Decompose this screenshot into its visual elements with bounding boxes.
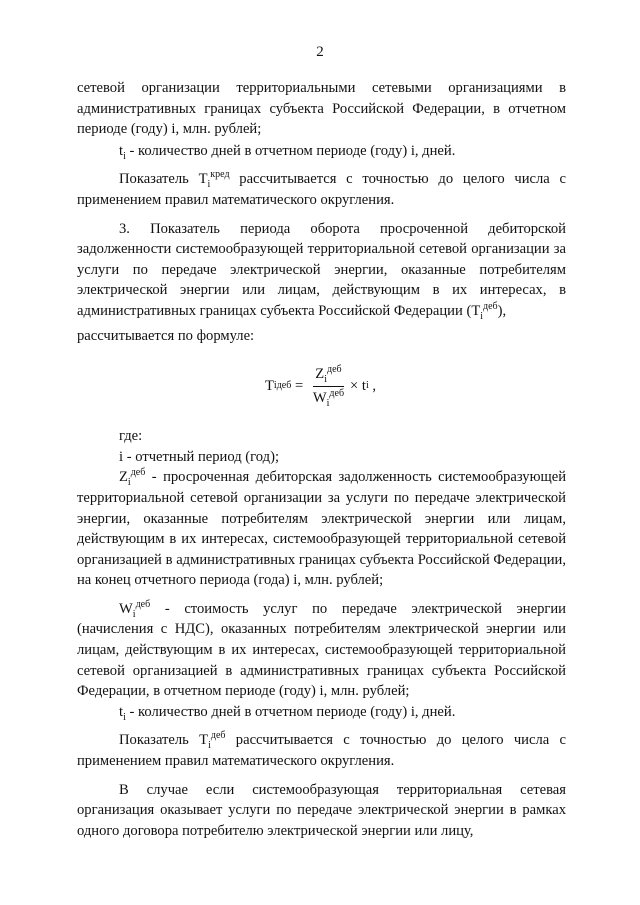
var-t: t — [119, 703, 124, 720]
var-T: T — [471, 302, 481, 319]
text: - количество дней в отчетном периоде (году) i, дней. — [125, 703, 456, 720]
var-sup-kred: кред — [210, 169, 230, 181]
formula-denominator — [311, 387, 346, 409]
den-sup: деб — [329, 387, 345, 399]
var-sub: i — [127, 477, 131, 489]
formula-tail: , — [368, 377, 377, 394]
var-t-sub: i — [123, 711, 126, 723]
definition-t-2 — [77, 702, 566, 723]
var-T: T — [199, 732, 209, 749]
text: В случае если системообразующая территориальная сетевая организация оказывает услуги по передаче электрической энергии в рамках одного договора потребителю электрической энергии или лицу, — [77, 781, 566, 839]
paragraph-continuation — [77, 78, 566, 140]
formula-numerator — [313, 364, 343, 387]
document-body — [77, 78, 566, 841]
formula-times-t: × t — [350, 377, 366, 394]
num-sup: деб — [326, 364, 342, 376]
paragraph-indicator-deb — [77, 730, 566, 771]
var-sup-deb: деб — [210, 730, 226, 742]
definition-text: - количество дней в отчетном периоде (году) i, дней. — [125, 142, 456, 159]
formula-equals: = — [291, 377, 307, 394]
text: - стоимость услуг по передаче электрической энергии (начисления с НДС), оказанных потребителям электрической энергии или лицам, действующим в их интересах, системообразующей территориальной сетевой организацией в административных границах субъекта Российской Федерации, в отчетном периоде (году) i, млн. рублей; — [77, 600, 566, 700]
paragraph-indicator-kred — [77, 169, 566, 210]
paragraph-3 — [77, 219, 566, 322]
var-sub: i — [480, 310, 484, 322]
where-label — [77, 426, 566, 447]
var-sup-deb: деб — [483, 301, 498, 313]
var-Z: Z — [119, 469, 128, 486]
text: - просроченная дебиторская задолженность системообразующей территориальной сетевой организации за услуги по передаче электрической энергии, оказанные потребителям электрической энергии или лицам, действующим в их интересах, системообразующей территориальной сетевой организацией в административных границах субъекта Российской Федерации, на конец отчетного периода (года) i, млн. рублей; — [77, 469, 566, 589]
var-sub: i — [132, 608, 136, 620]
formula-expression: T i деб = $\frac{Z_i^{деб}}{W_i^{деб}}$ × t i , — [265, 364, 377, 409]
den-sub: i — [326, 397, 330, 409]
text: ), — [497, 302, 507, 319]
text: i - отчетный период (год); — [119, 448, 280, 465]
paragraph-text: сетевой организации территориальными сетевыми организациями в административных границах субъекта Российской Федерации, в отчетном периоде (году) i, млн. рублей; — [77, 80, 566, 138]
text: рассчитывается с точностью до целого числа с применением правил математического округления. — [77, 171, 566, 208]
text: Показатель — [119, 171, 199, 188]
page-number: 2 — [316, 44, 324, 60]
var-W: W — [119, 600, 133, 617]
var-sup-deb: деб — [135, 599, 151, 611]
var-sup-deb: деб — [130, 467, 146, 479]
num-sub: i — [324, 373, 327, 385]
text: рассчитывается по формуле: — [77, 327, 255, 344]
var-sub: i — [207, 179, 211, 191]
var-t: t — [119, 142, 124, 159]
den-W: W — [312, 389, 327, 406]
paragraph-last — [77, 780, 566, 842]
definition-i — [77, 447, 566, 468]
formula — [77, 360, 566, 412]
var-sub: i — [208, 740, 211, 752]
text: 3. Показатель периода оборота просроченной дебиторской задолженности системообразующей территориальной сетевой организации за услуги по передаче электрической энергии, оказанные потребителям электрической энергии или лицам, действующим в их интересах, в административных границах субъекта Российской Федерации ( — [77, 220, 566, 319]
definition-W — [77, 599, 566, 702]
definition-Z — [77, 467, 566, 591]
formula-lhs-T: T — [265, 377, 274, 394]
num-Z: Z — [315, 366, 325, 383]
text: Показатель — [119, 732, 200, 749]
var-t-sub: i — [123, 150, 126, 162]
var-T: T — [198, 171, 208, 188]
definition-t-1 — [77, 141, 566, 162]
text: где: — [119, 428, 143, 445]
formula-intro — [77, 326, 566, 347]
formula-fraction — [311, 364, 346, 408]
text: рассчитывается с точностью до целого числа с применением правил математического округления. — [77, 732, 566, 770]
